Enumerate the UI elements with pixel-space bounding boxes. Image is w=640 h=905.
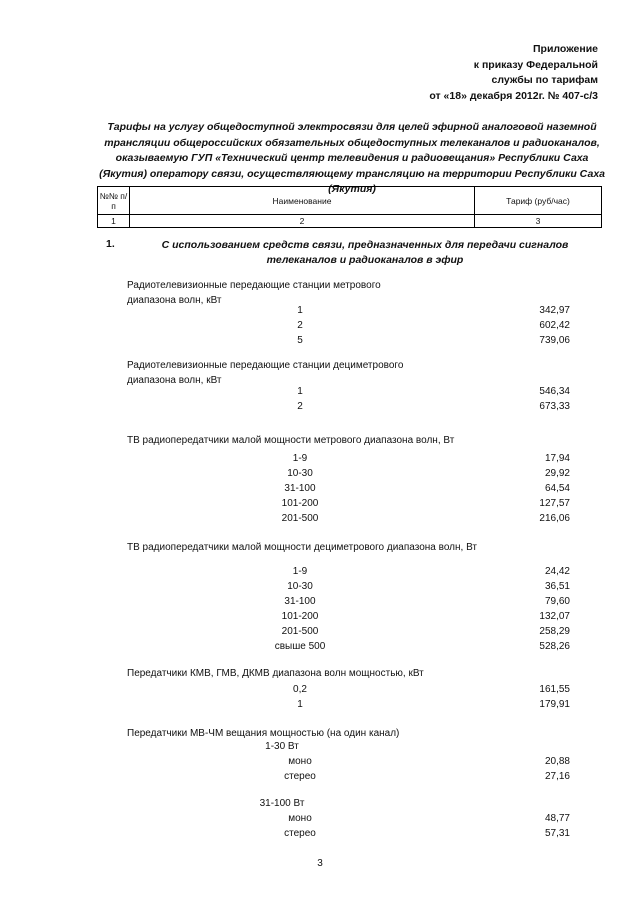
row-power: 1-9 [292,453,308,464]
row-tariff: 48,77 [544,813,570,824]
row-tariff: 127,57 [539,498,570,509]
appendix-line: к приказу Федеральной [473,58,598,71]
row-tariff: 528,26 [539,641,570,652]
row-power: 101-200 [281,498,319,509]
row-power: 1 [297,699,303,710]
row-mode: моно [288,756,312,767]
row-tariff: 161,55 [539,684,570,695]
appendix-header [429,42,598,104]
col-name-header: Наименование [130,187,475,215]
row-mode: моно [288,813,312,824]
row-power: 0,2 [293,684,307,695]
row-power: 10-30 [287,468,313,479]
row-power: 5 [297,335,303,346]
row-tariff: 29,92 [544,468,570,479]
row-power: 1 [297,305,303,316]
subgroup-heading: 1-30 Вт [265,741,299,752]
col-tariff-header: Тариф (руб/час) [475,187,602,215]
row-power: 10-30 [287,581,313,592]
row-tariff: 132,07 [539,611,570,622]
row-tariff: 179,91 [539,699,570,710]
section-title: С использованием средств связи, предназначенных для передачи сигналов телеканалов и радиоканалов в эфир [161,239,569,266]
section-number: 1. [106,238,115,250]
row-tariff: 602,42 [539,320,570,331]
row-power: 31-100 [284,483,316,494]
appendix-line: от «18» декабря 2012г. № 407-с/3 [429,89,598,102]
row-power: 201-500 [281,626,319,637]
row-tariff: 739,06 [539,335,570,346]
row-tariff: 27,16 [544,771,570,782]
row-tariff: 546,34 [539,386,570,397]
row-tariff: 64,54 [544,483,570,494]
row-mode: стерео [284,828,316,839]
subgroup-heading: 31-100 Вт [259,798,305,809]
row-power: 1 [297,386,303,397]
row-tariff: 36,51 [544,581,570,592]
group-label: Радиотелевизионные передающие станции дециметрового диапазона волн, кВт [127,360,404,386]
row-power: 1-9 [292,566,308,577]
col-name-index: 2 [130,215,475,228]
page-number: 3 [317,858,323,869]
row-power: 201-500 [281,513,319,524]
group-label: Радиотелевизионные передающие станции метрового диапазона волн, кВт [127,280,381,306]
col-number-index: 1 [98,215,130,228]
row-power: 2 [297,401,303,412]
group-label: Передатчики МВ-ЧМ вещания мощностью (на один канал) [127,728,400,739]
group-label: ТВ радиопередатчики малой мощности метрового диапазона волн, Вт [127,435,455,446]
row-tariff: 673,33 [539,401,570,412]
row-power: 101-200 [281,611,319,622]
row-mode: стерео [284,771,316,782]
col-number-header: №№ п/п [98,187,130,215]
row-tariff: 17,94 [544,453,570,464]
row-power: 2 [297,320,303,331]
row-tariff: 57,31 [544,828,570,839]
row-tariff: 258,29 [539,626,570,637]
document-title: Тарифы на услугу общедоступной электросвязи для целей эфирной аналоговой наземной трансляции общероссийских обязательных общедоступных телеканалов и радиоканалов, оказываемую ГУП «Технический центр телевидения и радиовещания» Республики Саха (Якутия) оператору связи, осуществляющему трансляцию на территории Республики Саха (Якутия) [99,121,605,195]
row-tariff: 20,88 [544,756,570,767]
row-tariff: 79,60 [544,596,570,607]
row-tariff: 24,42 [544,566,570,577]
group-label: Передатчики КМВ, ГМВ, ДКМВ диапазона волн мощностью, кВт [127,668,424,679]
row-tariff: 342,97 [539,305,570,316]
tariff-table-header [97,186,602,228]
group-label: ТВ радиопередатчики малой мощности дециметрового диапазона волн, Вт [127,542,477,553]
appendix-line: Приложение [532,43,598,55]
row-tariff: 216,06 [539,513,570,524]
row-power: свыше 500 [274,641,326,652]
appendix-line: службы по тарифам [491,74,598,86]
col-tariff-index: 3 [475,215,602,228]
row-power: 31-100 [284,596,316,607]
